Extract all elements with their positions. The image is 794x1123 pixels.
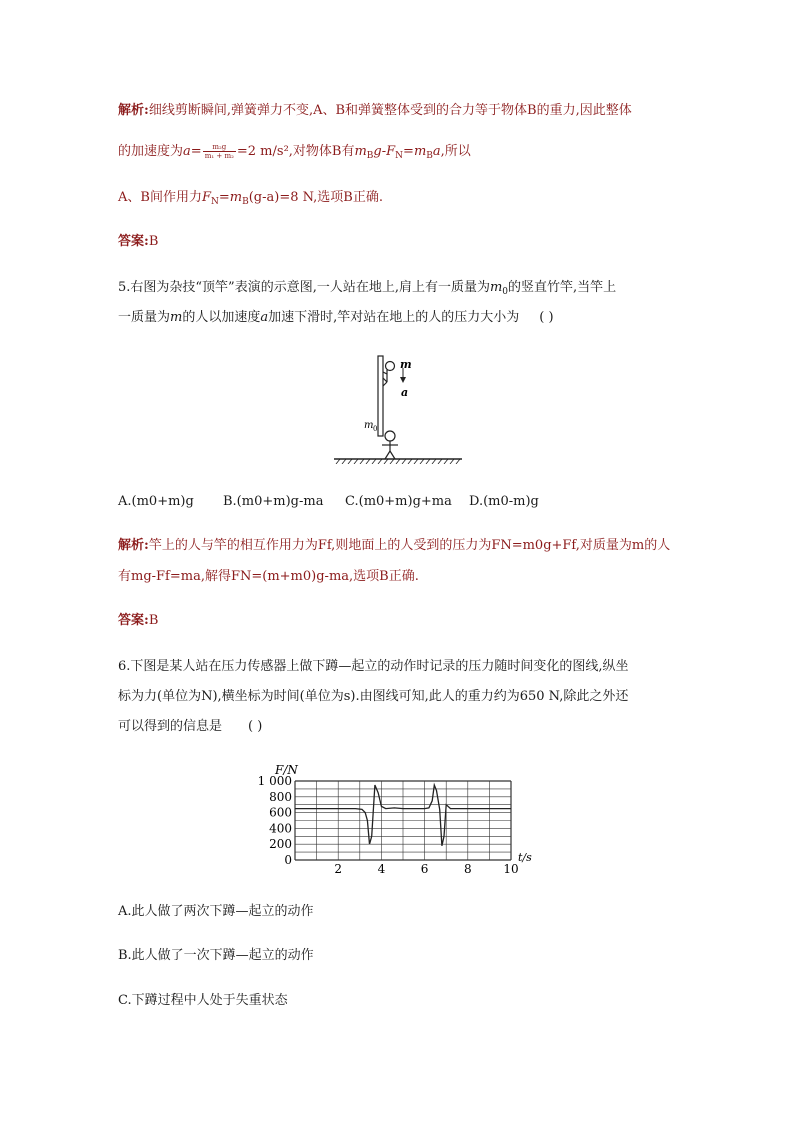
q5-stem-line1: 5.右图为杂技“顶竿”表演的示意图,一人站在地上,肩上有一质量为$m_0$的竖直竹竿,当竿上 — [118, 280, 617, 297]
pole-acrobat-figure — [330, 352, 466, 464]
x-tick-labels — [334, 862, 518, 876]
q5-answer: 答案:B — [118, 613, 159, 628]
force-time-chart — [250, 755, 550, 880]
y-tick-label: 200 — [269, 837, 292, 852]
q4-answer: 答案:B — [118, 234, 159, 249]
x-tick-label: 4 — [377, 862, 386, 876]
q6-option-a[interactable]: A.此人做了两次下蹲—起立的动作 — [118, 904, 314, 919]
q5-option-a[interactable]: A.(m0+m)g — [118, 494, 194, 509]
q5-option-d[interactable]: D.(m0-m)g — [469, 494, 539, 509]
y-axis-label: F/N — [275, 763, 298, 777]
q5-analysis-line1: 解析:竿上的人与竿的相互作用力为Ff,则地面上的人受到的压力为FN=m0g+Ff,对质量为m的人 — [118, 538, 671, 553]
q4-analysis-line2: 的加速度为a= $\frac{\text{m₂g}}{\text{m₁ + m₂}}$ =2 m/s²,对物体B有$m_Bg-F_N=m_Ba$,所以 — [118, 143, 471, 161]
q6-stem-line1: 6.下图是某人站在压力传感器上做下蹲—起立的动作时记录的压力随时间变化的图线,纵坐 — [118, 659, 629, 674]
y-tick-label: 0 — [284, 853, 292, 867]
y-tick-label: 1 000 — [257, 774, 292, 788]
y-tick-label: 800 — [269, 789, 292, 804]
q5-stem-line2: 一质量为m的人以加速度a加速下滑时,竿对站在地上的人的压力大小为 ( ) — [118, 310, 554, 325]
y-tick-labels — [258, 774, 292, 867]
q5-analysis-line2: 有mg-Ff=ma,解得FN=(m+m0)g-ma,选项B正确. — [118, 569, 419, 584]
q5-option-b[interactable]: B.(m0+m)g-ma — [223, 494, 324, 509]
q6-stem-line3: 可以得到的信息是 ( ) — [118, 719, 263, 734]
y-tick-label: 600 — [269, 805, 292, 820]
arrow-head — [400, 377, 406, 383]
x-tick-label: 8 — [463, 862, 472, 876]
q4-analysis-line3: A、B间作用力$F_N=m_B(g-a)=8$ N,选项B正确. — [118, 190, 383, 207]
x-tick-label: 10 — [503, 862, 519, 876]
climber-mass-label: m — [400, 358, 412, 371]
acceleration-fraction: $\frac{\text{m₂g}}{\text{m₁ + m₂}}$ — [204, 143, 234, 160]
x-tick-label: 2 — [334, 862, 343, 876]
q6-stem-line2: 标为力(单位为N),横坐标为时间(单位为s).由图线可知,此人的重力约为650 N,除此之外还 — [118, 689, 629, 704]
bamboo-pole — [378, 356, 383, 436]
ground-person — [382, 431, 398, 459]
q5-option-c[interactable]: C.(m0+m)g+ma — [345, 494, 452, 509]
acceleration-label: a — [401, 386, 409, 399]
q6-option-b[interactable]: B.此人做了一次下蹲—起立的动作 — [118, 948, 314, 963]
pole-mass-subscript: 0 — [373, 425, 378, 433]
q5-options — [118, 491, 678, 513]
q6-option-c[interactable]: C.下蹲过程中人处于失重状态 — [118, 993, 288, 1008]
q4-analysis-line1: 解析:细线剪断瞬间,弹簧弹力不变,A、B和弹簧整体受到的合力等于物体B的重力,因此整体 — [118, 103, 632, 118]
y-tick-label: 400 — [269, 821, 292, 836]
chart-grid — [295, 781, 511, 860]
pole-climber — [383, 362, 395, 387]
x-tick-label: 6 — [420, 862, 429, 876]
x-axis-label: t/s — [518, 851, 532, 864]
pole-mass-label: m — [364, 420, 374, 431]
